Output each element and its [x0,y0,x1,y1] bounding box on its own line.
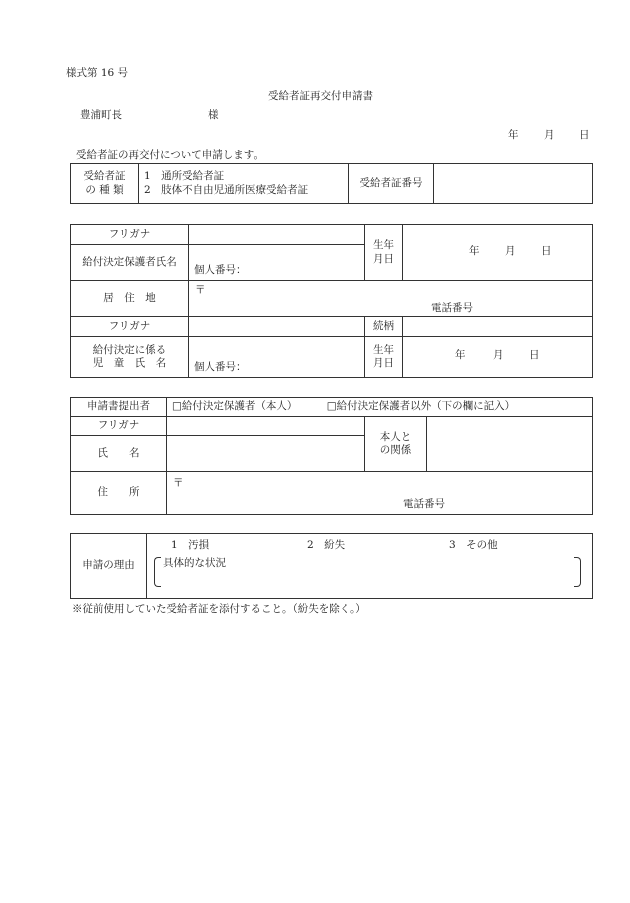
submitter-furigana-field[interactable] [167,417,365,436]
submitter-option-other[interactable]: □給付決定保護者以外（下の欄に記入） [326,400,516,413]
reason-bracket-left [154,557,161,587]
submitter-address-field[interactable] [167,472,593,515]
intro-text: 受給者証の再交付について申請します。 [76,149,264,161]
reason-content [147,534,593,599]
child-relation-label: 続柄 [365,317,403,337]
reason-label: 申請の理由 [71,534,147,599]
guardian-birth-label: 生年 月日 [365,225,403,281]
child-birth-day: 日 [529,349,540,361]
submitter-address-label: 住 所 [71,472,167,515]
reason-option-other[interactable]: 3 その他 [449,539,498,551]
submitter-relation-label: 本人と の関係 [365,417,427,472]
guardian-id-label: 個人番号： [194,263,247,276]
guardian-address-field[interactable] [189,281,593,317]
submitter-furigana-label: フリガナ [71,417,167,436]
child-furigana-field[interactable] [189,317,365,337]
date-year-label: 年 [508,129,519,141]
addressee: 豊浦町長 [80,109,122,121]
child-relation-field[interactable] [403,317,593,337]
form-title: 受給者証再交付申請書 [268,90,373,102]
certificate-type-label: 受給者証 の 種 類 [71,164,139,204]
guardian-birth-year: 年 [469,244,480,257]
child-name-field[interactable] [189,337,365,378]
honorific: 様 [208,109,219,121]
guardian-furigana-field[interactable] [189,225,365,245]
reason-option-soil[interactable]: 1 汚損 [171,539,210,551]
form-number: 様式第 16 号 [66,67,129,79]
certificate-number-field[interactable] [434,164,593,204]
child-id-label: 個人番号： [194,360,247,373]
certificate-options [139,164,349,204]
date-month-label: 月 [544,129,555,141]
guardian-table [70,224,593,378]
date-day-label: 日 [579,129,590,141]
guardian-postal-mark: 〒 [195,283,206,296]
guardian-furigana-label: フリガナ [71,225,189,245]
reason-option-lost[interactable]: 2 紛失 [307,539,346,551]
submitter-name-label: 氏 名 [71,436,167,472]
guardian-address-label: 居 住 地 [71,281,189,317]
reason-bracket-right [574,557,581,587]
guardian-birth-day: 日 [541,244,552,257]
submitter-option-self[interactable]: □給付決定保護者（本人） [172,400,298,413]
guardian-name-label: 給付決定保護者氏名 [71,245,189,281]
child-birth-label: 生年 月日 [365,337,403,378]
submitter-name-field[interactable] [167,436,365,472]
certificate-number-label: 受給者証番号 [349,164,434,204]
submitter-table [70,397,593,515]
submitter-options [167,398,593,417]
child-birth-year: 年 [455,349,466,361]
guardian-name-field[interactable] [189,245,365,281]
guardian-birth-month: 月 [505,244,516,257]
child-birth-date-field[interactable] [403,337,593,378]
footnote: ※従前使用していた受給者証を添付すること。（紛失を除く。） [72,603,366,615]
child-birth-month: 月 [493,349,504,361]
submitter-postal-mark: 〒 [173,476,184,489]
child-furigana-label: フリガナ [71,317,189,337]
child-name-label: 給付決定に係る 児 童 氏 名 [71,337,189,378]
guardian-phone-label: 電話番号 [431,301,473,314]
reason-detail-label: 具体的な状況 [163,557,226,569]
submitter-label: 申請書提出者 [71,398,167,417]
certificate-table [70,163,593,204]
reason-table [70,533,593,599]
guardian-birth-date-field[interactable] [403,225,593,281]
submitter-phone-label: 電話番号 [403,497,445,510]
certificate-option-2[interactable]: 2 肢体不自由児通所医療受給者証 [144,183,309,196]
submitter-relation-field[interactable] [427,417,593,472]
certificate-option-1[interactable]: 1 通所受給者証 [144,170,225,183]
